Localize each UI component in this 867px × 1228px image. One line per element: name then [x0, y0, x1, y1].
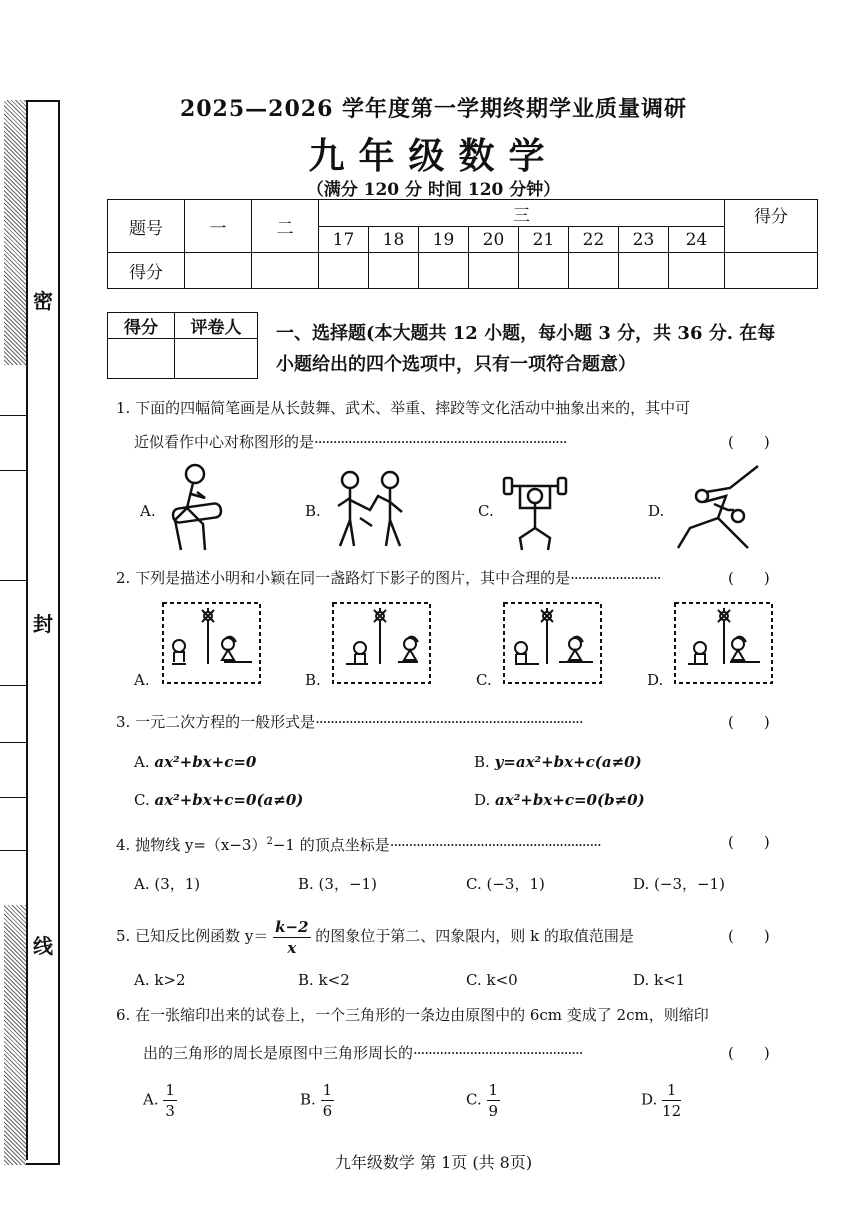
score-input-total[interactable]	[725, 253, 818, 289]
score-input-19[interactable]	[419, 253, 469, 289]
cell-q21: 21	[519, 227, 569, 253]
q1-line2	[134, 432, 566, 452]
q1-dot-leader: ···································································	[314, 433, 567, 451]
exam-title-line1: 2025—2026 学年度第一学期终期学业质量调研	[179, 96, 688, 122]
seal-feng: 封	[33, 612, 53, 636]
cell-defen-row: 得分	[108, 253, 185, 289]
cell-q20: 20	[469, 227, 519, 253]
q5-fraction	[273, 917, 310, 958]
score-input-21[interactable]	[519, 253, 569, 289]
q6-c-denominator: 9	[488, 1102, 499, 1120]
q5-fraction-denominator: x	[287, 938, 297, 957]
score-input-23[interactable]	[619, 253, 669, 289]
q6-d-numerator: 1	[662, 1080, 681, 1101]
q2-option-a-label[interactable]: A.	[134, 671, 150, 689]
q1-figure-c-weightlifting	[500, 472, 570, 552]
q4-answer-paren[interactable]: ( )	[728, 833, 770, 851]
score-input-22[interactable]	[569, 253, 619, 289]
q6-answer-paren[interactable]: ( )	[728, 1044, 770, 1062]
section1-line2: 小题给出的四个选项中，只有一项符合题意）	[276, 354, 636, 375]
q5-option-b[interactable]: B. k<2	[298, 971, 350, 989]
q3-option-d-label: D.	[474, 791, 491, 809]
grader-score-input[interactable]	[108, 339, 175, 379]
q1-option-a-label[interactable]: A.	[140, 502, 156, 520]
binding-tick	[0, 685, 26, 686]
q6-d-denominator: 12	[662, 1102, 682, 1120]
q5-fraction-numerator: k−2	[275, 917, 309, 936]
q3-option-b[interactable]	[474, 753, 642, 771]
q6-option-d-label: D.	[641, 1090, 658, 1109]
q1-option-d-label[interactable]: D.	[648, 502, 665, 520]
cell-q19: 19	[419, 227, 469, 253]
binding-tick	[0, 580, 26, 581]
binding-tick	[0, 850, 26, 851]
q6-b-numerator: 1	[322, 1081, 333, 1099]
exam-subject-title: 九年级数学	[308, 135, 559, 177]
cell-total-defen: 得分	[725, 200, 818, 253]
q1-figure-d-wrestling	[670, 462, 765, 557]
cell-q22: 22	[569, 227, 619, 253]
grader-name-input[interactable]	[175, 339, 258, 379]
q4-text	[116, 832, 601, 855]
q2-figure-d-streetlight	[674, 602, 774, 684]
cell-q24: 24	[669, 227, 725, 253]
q6-option-d[interactable]	[641, 1080, 681, 1121]
q2-option-d-label[interactable]: D.	[647, 671, 664, 689]
q5-answer-paren[interactable]: ( )	[728, 927, 770, 945]
q6-line2-text: 出的三角形的周长是原图中三角形周长的	[143, 1044, 414, 1062]
score-input-17[interactable]	[319, 253, 369, 289]
score-input-24[interactable]	[669, 253, 725, 289]
binding-tick	[0, 470, 26, 471]
cell-san: 三	[319, 200, 725, 227]
q5-option-a[interactable]: A. k>2	[134, 971, 186, 989]
q4-option-c[interactable]: C. (−3，1)	[466, 875, 545, 893]
q3-option-b-label: B.	[474, 753, 490, 771]
grader-table	[107, 312, 258, 379]
grader-pingjuanren: 评卷人	[175, 313, 258, 339]
q3-option-c[interactable]	[134, 791, 303, 809]
q6-b-denominator: 6	[322, 1102, 333, 1120]
q6-option-b[interactable]	[300, 1080, 334, 1121]
binding-tick	[0, 742, 26, 743]
q6-option-a[interactable]	[143, 1080, 177, 1121]
cell-q18: 18	[369, 227, 419, 253]
q6-option-b-fraction	[321, 1080, 335, 1121]
q6-line2	[143, 1043, 583, 1063]
q5-option-c[interactable]: C. k<0	[466, 971, 518, 989]
q2-text	[116, 568, 661, 588]
q5-text-post: 的图象位于第二、四象限内，则 k 的取值范围是	[315, 927, 634, 945]
cell-yi: 一	[185, 200, 252, 253]
q1-line1: 1. 下面的四幅简笔画是从长鼓舞、武术、举重、摔跤等文化活动中抽象出来的，其中可	[116, 399, 691, 417]
q6-a-numerator: 1	[165, 1081, 175, 1099]
binding-line-inner	[26, 100, 28, 1160]
q3-option-a-label: A.	[134, 753, 150, 771]
q2-figure-b-streetlight	[332, 602, 432, 684]
q4-dot-leader: ························································	[389, 836, 601, 854]
q3-option-a-expr: ax²+bx+c=0	[154, 753, 257, 771]
q2-dot-leader: ························	[570, 569, 661, 587]
q4-text-pre: 4. 抛物线 y=（x−3）	[116, 836, 267, 854]
q1-option-b-label[interactable]: B.	[305, 502, 321, 520]
section1-heading	[276, 318, 796, 380]
seal-mi: 密	[33, 289, 53, 313]
q2-text-body: 2. 下列是描述小明和小颖在同一盏路灯下影子的图片，其中合理的是	[116, 569, 571, 587]
score-table	[107, 199, 818, 289]
q4-option-d[interactable]: D. (−3，−1)	[633, 875, 725, 893]
q1-figure-b-martial-arts	[330, 470, 410, 550]
cell-q17: 17	[319, 227, 369, 253]
grader-defen: 得分	[108, 313, 175, 339]
q3-text-body: 3. 一元二次方程的一般形式是	[116, 713, 316, 731]
binding-tick	[0, 797, 26, 798]
q3-option-c-label: C.	[134, 791, 150, 809]
q3-option-b-expr: y=ax²+bx+c(a≠0)	[494, 753, 642, 771]
q6-dot-leader: ·············································	[413, 1044, 583, 1062]
q6-option-c-label: C.	[466, 1090, 482, 1109]
q5-text-pre: 5. 已知反比例函数 y＝	[116, 927, 269, 945]
q3-option-d[interactable]	[474, 791, 645, 809]
q4-option-a[interactable]: A. (3，1)	[134, 875, 201, 893]
q6-option-c[interactable]	[466, 1080, 500, 1121]
score-input-er[interactable]	[252, 253, 319, 289]
q6-option-a-label: A.	[143, 1090, 159, 1109]
q3-text	[116, 712, 583, 732]
page-footer: 九年级数学 第 1页 (共 8页)	[334, 1153, 533, 1172]
q1-option-c-label[interactable]: C.	[478, 502, 494, 520]
cell-tihao: 题号	[108, 200, 185, 253]
exam-time-score: （满分 120 分 时间 120 分钟）	[306, 180, 561, 200]
q2-option-c-label[interactable]: C.	[476, 671, 492, 689]
q6-line1: 6. 在一张缩印出来的试卷上，一个三角形的一条边由原图中的 6cm 变成了 2cm，则缩印	[116, 1006, 709, 1024]
q5-option-d[interactable]: D. k<1	[633, 971, 686, 989]
q2-figure-c-streetlight	[503, 602, 603, 684]
binding-hatch-bottom	[4, 905, 26, 1165]
section1-line1: 一、选择题(本大题共 12 小题，每小题 3 分，共 36 分. 在每	[276, 323, 776, 344]
cell-q23: 23	[619, 227, 669, 253]
q6-option-c-fraction	[487, 1080, 501, 1121]
q4-option-b[interactable]: B. (3，−1)	[298, 875, 377, 893]
q1-line2-text: 近似看作中心对称图形的是	[134, 433, 315, 451]
score-input-yi[interactable]	[185, 253, 252, 289]
q1-answer-paren[interactable]: ( )	[728, 433, 770, 451]
seal-xian: 线	[33, 934, 53, 958]
binding-tick	[0, 415, 26, 416]
q6-a-denominator: 3	[165, 1102, 175, 1120]
q5-text	[116, 914, 634, 958]
q3-option-d-expr: ax²+bx+c=0(b≠0)	[495, 791, 645, 809]
score-input-18[interactable]	[369, 253, 419, 289]
q3-option-c-expr: ax²+bx+c=0(a≠0)	[154, 791, 304, 809]
score-input-20[interactable]	[469, 253, 519, 289]
q3-dot-leader: ·······································································	[315, 713, 583, 731]
cell-er: 二	[252, 200, 319, 253]
q6-option-d-fraction	[662, 1080, 681, 1121]
q3-answer-paren[interactable]: ( )	[728, 713, 770, 731]
q2-answer-paren[interactable]: ( )	[728, 569, 770, 587]
q2-option-b-label[interactable]: B.	[305, 671, 321, 689]
q6-option-a-fraction	[163, 1080, 177, 1121]
q2-figure-a-streetlight	[162, 602, 262, 684]
q6-c-numerator: 1	[488, 1081, 499, 1099]
q6-option-b-label: B.	[300, 1090, 316, 1109]
q4-exponent: 2	[266, 836, 273, 847]
q4-text-post: −1 的顶点坐标是	[272, 836, 390, 854]
binding-line-outer	[58, 100, 60, 1165]
q1-figure-a-long-drum-dance	[165, 462, 225, 557]
q3-option-a[interactable]	[134, 753, 256, 771]
